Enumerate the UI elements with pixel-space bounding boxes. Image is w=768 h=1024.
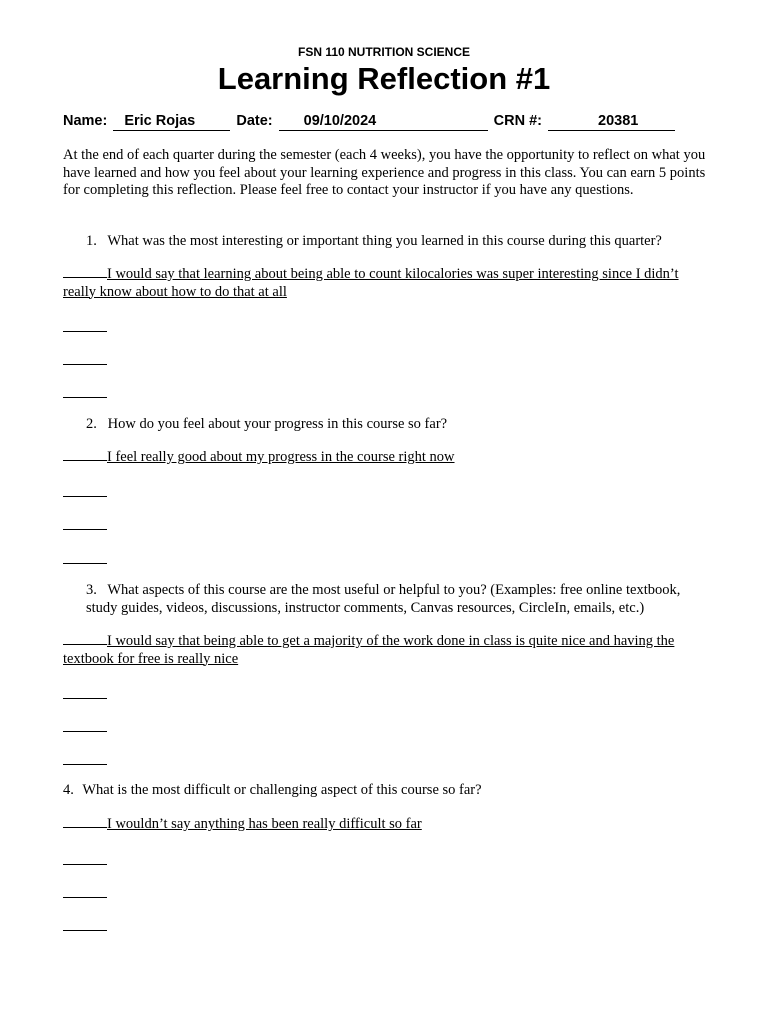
answer-indent — [63, 459, 107, 461]
blank-line[interactable] — [63, 563, 107, 564]
answer-text: I would say that being able to get a majority of the work done in class is quite nice and having the textbook for free is really nice — [63, 633, 675, 667]
answer-4[interactable] — [63, 816, 711, 834]
student-info-row — [63, 111, 713, 131]
blank-line[interactable] — [63, 397, 107, 398]
question-number: 1. — [86, 233, 97, 249]
answer-text: I would say that learning about being able to count kilocalories was super interesting since I didn’t really know about how to do that at all — [63, 266, 679, 300]
crn-label: CRN #: — [493, 113, 542, 129]
question-number: 4. — [63, 782, 74, 798]
course-heading: FSN 110 NUTRITION SCIENCE — [297, 45, 471, 59]
blank-line[interactable] — [63, 331, 107, 332]
question-text: What was the most interesting or important thing you learned in this course during this quarter? — [107, 233, 662, 249]
answer-3[interactable] — [63, 633, 711, 668]
date-label: Date: — [236, 113, 273, 129]
blank-line[interactable] — [63, 496, 107, 497]
blank-line[interactable] — [63, 864, 107, 865]
question-2 — [86, 416, 716, 434]
question-4 — [63, 782, 711, 800]
name-label: Name: — [63, 113, 108, 129]
answer-text: I feel really good about my progress in the course right now — [107, 449, 455, 465]
answer-indent — [63, 276, 107, 278]
blank-line[interactable] — [63, 364, 107, 365]
blank-line[interactable] — [63, 698, 107, 699]
date-field[interactable]: 09/10/2024 — [279, 113, 488, 131]
question-number: 2. — [86, 416, 97, 432]
blank-line[interactable] — [63, 731, 107, 732]
blank-line[interactable] — [63, 529, 107, 530]
answer-1[interactable] — [63, 266, 711, 301]
answer-indent — [63, 643, 107, 645]
answer-text: I wouldn’t say anything has been really difficult so far — [107, 816, 422, 832]
answer-2[interactable] — [63, 449, 711, 467]
question-text: What is the most difficult or challenging aspect of this course so far? — [82, 782, 482, 798]
intro-paragraph: At the end of each quarter during the semester (each 4 weeks), you have the opportunity to reflect on what you have learned and how you feel about your learning experience and progress in this class. You can earn 5 points for completing this reflection. Please feel free to contact your instructor if you have any questions. — [63, 147, 706, 198]
blank-line[interactable] — [63, 930, 107, 931]
page-title: Learning Reflection #1 — [217, 61, 551, 96]
blank-line[interactable] — [63, 897, 107, 898]
question-text: What aspects of this course are the most useful or helpful to you? (Examples: free online textbook, study guides, videos, discussions, instructor comments, Canvas resources, CircleIn, emails, etc.) — [86, 582, 681, 616]
blank-line[interactable] — [63, 764, 107, 765]
crn-field[interactable]: 20381 — [548, 113, 675, 131]
question-1 — [86, 233, 716, 251]
name-field[interactable]: Eric Rojas — [113, 113, 230, 131]
question-number: 3. — [86, 582, 97, 598]
question-3 — [86, 582, 714, 617]
answer-indent — [63, 826, 107, 828]
question-text: How do you feel about your progress in this course so far? — [107, 416, 448, 432]
